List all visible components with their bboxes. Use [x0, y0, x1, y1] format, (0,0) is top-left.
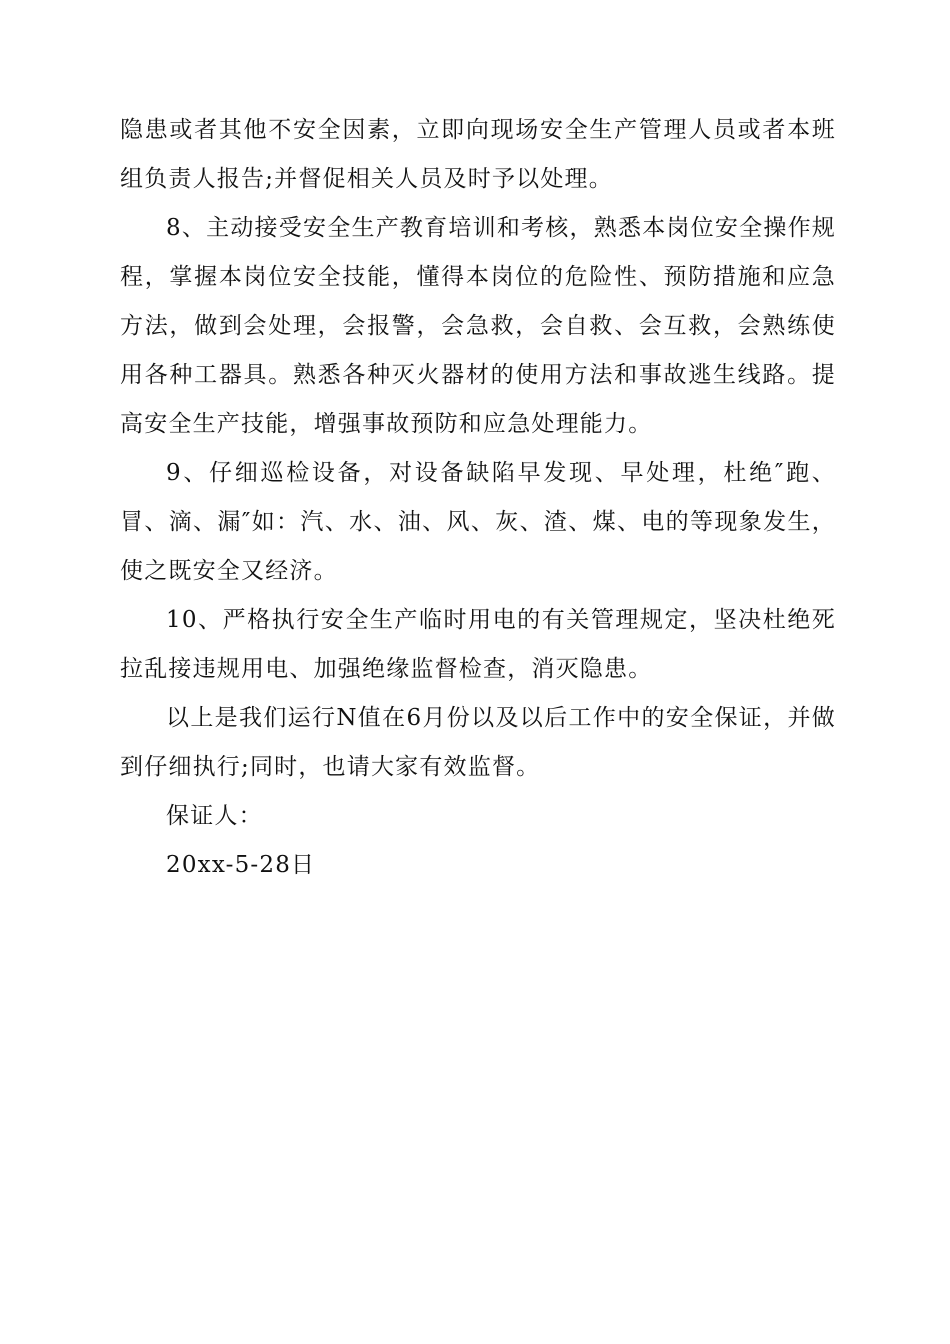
paragraph-item-10: 10、严格执行安全生产临时用电的有关管理规定，坚决杜绝死拉乱接违规用电、加强绝缘监督检查，消灭隐患。: [120, 607, 836, 682]
paragraph-continuation: 隐患或者其他不安全因素，立即向现场安全生产管理人员或者本班组负责人报告;并督促相关人员及时予以处理。: [120, 117, 836, 192]
guarantor-label: 保证人：: [166, 803, 263, 829]
document-date: 20xx-5-28日: [166, 852, 316, 878]
paragraph-item-8: 8、主动接受安全生产教育培训和考核，熟悉本岗位安全操作规程，掌握本岗位安全技能，懂得本岗位的危险性、预防措施和应急方法，做到会处理，会报警，会急救，会自救、会互救，会熟练使用各种工器具。熟悉各种灭火器材的使用方法和事故逃生线路。提高安全生产技能，增强事故预防和应急处理能力。: [120, 215, 836, 437]
paragraph-conclusion: 以上是我们运行N值在6月份以及以后工作中的安全保证，并做到仔细执行;同时，也请大家有效监督。: [120, 705, 836, 780]
paragraph-item-9: 9、仔细巡检设备，对设备缺陷早发现、早处理，杜绝″跑、冒、滴、漏″如：汽、水、油、风、灰、渣、煤、电的等现象发生，使之既安全又经济。: [120, 460, 836, 584]
document-body: [120, 106, 836, 890]
